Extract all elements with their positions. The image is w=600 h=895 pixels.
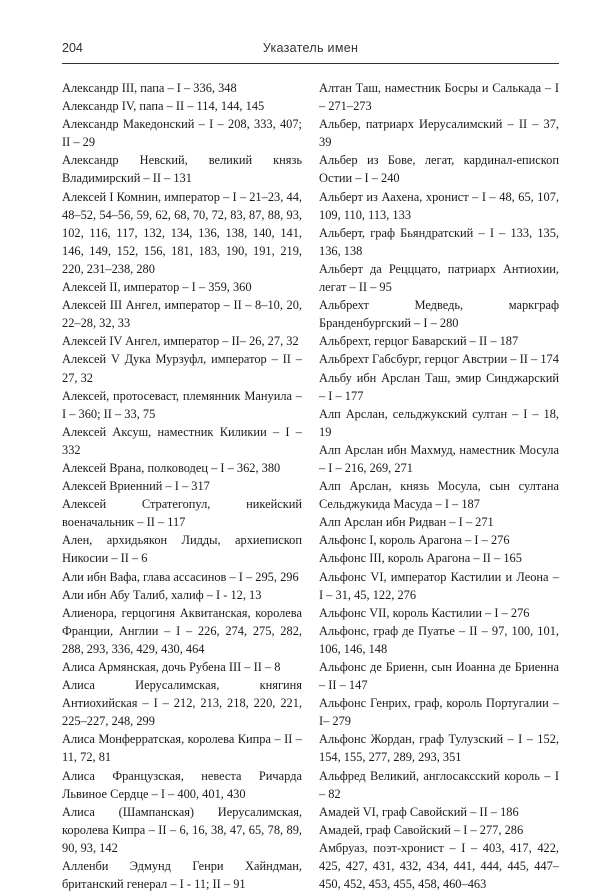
index-entry: Алп Арслан, князь Мосула, сын султана Сельджукида Масуда – I – 187 bbox=[319, 479, 559, 512]
index-entry: Александр Невский, великий князь Владимирский – II – 131 bbox=[62, 153, 302, 186]
index-entry: Алексей Аксуш, наместник Киликии – I – 332 bbox=[62, 424, 302, 457]
running-title: Указатель имен bbox=[262, 41, 359, 55]
left-column bbox=[62, 79, 302, 893]
index-entry: Альберт, граф Бьяндратский – I – 133, 135, 136, 138 bbox=[319, 225, 559, 258]
index-entry: Алексей, протосеваст, племянник Мануила – I – 360; II – 33, 75 bbox=[62, 388, 302, 421]
index-entry: Алиса Иерусалимская, княгиня Антиохийская – I – 212, 213, 218, 220, 221, 225–227, 248, 299 bbox=[62, 678, 302, 729]
index-entry: Альбер из Бове, легат, кардинал-епископ Остии – I – 240 bbox=[319, 153, 559, 186]
index-entry: Алп Арслан ибн Махмуд, наместник Мосула – I – 216, 269, 271 bbox=[319, 442, 559, 475]
index-entry: Али ибн Вафа, глава ассасинов – I – 295, 296 bbox=[62, 569, 299, 584]
index-entry: Алексей II, император – I – 359, 360 bbox=[62, 280, 252, 295]
index-entry: Алексей Вриенний – I – 317 bbox=[62, 479, 210, 494]
index-entry: Альберт да Рецццато, патриарх Антиохии, легат – II – 95 bbox=[319, 261, 559, 295]
index-entry: Амадей, граф Савойский – I – 277, 286 bbox=[319, 822, 524, 837]
index-entry: Алп Арслан, сельджукский султан – I – 18, 19 bbox=[319, 406, 559, 439]
right-column bbox=[319, 79, 559, 893]
index-entry: Альфонс де Бриенн, сын Иоанна де Бриенна – II – 147 bbox=[319, 660, 559, 693]
index-entry: Алексей I Комнин, император – I – 21–23, 44, 48–52, 54–56, 59, 62, 68, 70, 72, 83, 87, 88, 93, 102, 116, 117, 132, 134, 136, 138, 140, 141, 146, 149, 152, 156, 181, 183, 190, 191, 219, 220, 231–238, 280 bbox=[62, 189, 302, 276]
index-entry: Альбрехт, герцог Баварский – II – 187 bbox=[319, 334, 519, 349]
index-entry: Алиса Французская, невеста Ричарда Львиное Сердце – I – 400, 401, 430 bbox=[62, 768, 302, 801]
index-entry: Алтан Таш, наместник Босры и Салькада – I – 271–273 bbox=[319, 81, 559, 114]
index-entry: Алиса (Шампанская) Иерусалимская, королева Кипра – II – 6, 16, 38, 47, 65, 78, 89, 90, 93, 142 bbox=[62, 804, 302, 855]
index-entry: Альфонс VI, император Кастилии и Леона – I – 31, 45, 122, 276 bbox=[319, 569, 559, 602]
index-entry: Альфонс III, король Арагона – II – 165 bbox=[319, 551, 522, 566]
index-entry: Алексей III Ангел, император – II – 8–10, 20, 22–28, 32, 33 bbox=[62, 298, 302, 331]
index-entry: Альберт из Аахена, хронист – I – 48, 65, 107, 109, 110, 113, 133 bbox=[319, 189, 559, 222]
index-entry: Алексей IV Ангел, император – II– 26, 27, 32 bbox=[62, 334, 299, 349]
index-entry: Альфонс VII, король Кастилии – I – 276 bbox=[319, 605, 530, 620]
index-entry: Алексей Стратегопул, никейский военачальник – II – 117 bbox=[62, 497, 302, 530]
page-number: 204 bbox=[62, 41, 83, 55]
index-entry: Александр Македонский – I – 208, 333, 407; II – 29 bbox=[62, 117, 302, 150]
index-entry: Альфонс I, король Арагона – I – 276 bbox=[319, 533, 510, 548]
index-entry: Алиенора, герцогиня Аквитанская, королева Франции, Англии – I – 226, 274, 275, 282, 288, 293, 336, 429, 430, 464 bbox=[62, 605, 302, 656]
index-entry: Алиса Армянская, дочь Рубена III – II – 8 bbox=[62, 660, 281, 674]
header-rule bbox=[62, 63, 559, 64]
index-entry: Алленби Эдмунд Генри Хайндман, британский генерал – I - 11; II – 91 bbox=[62, 859, 302, 892]
index-entry: Амадей VI, граф Савойский – II – 186 bbox=[319, 804, 519, 819]
index-entry: Алексей V Дука Мурзуфл, император – II – 27, 32 bbox=[62, 352, 302, 385]
index-entry: Альфонс Жордан, граф Тулузский – I – 152, 154, 155, 277, 289, 293, 351 bbox=[319, 732, 559, 765]
index-entry: Альфред Великий, англосаксский король – I – 82 bbox=[319, 768, 559, 801]
index-entry: Алп Арслан ибн Ридван – I – 271 bbox=[319, 515, 494, 530]
index-entry: Амбруаз, поэт-хронист – I – 403, 417, 422, 425, 427, 431, 432, 434, 441, 444, 445, 447–450, 452, 453, 455, 458, 460–463 bbox=[319, 840, 559, 892]
index-entry: Альбрехт Медведь, маркграф Бранденбургский – I – 280 bbox=[319, 298, 559, 331]
index-entry: Али ибн Абу Талиб, халиф – I - 12, 13 bbox=[62, 587, 262, 602]
index-entry: Альфонс Генрих, граф, король Португалии – I– 279 bbox=[319, 696, 559, 729]
index-entry: Алиса Монферратская, королева Кипра – II – 11, 72, 81 bbox=[62, 732, 302, 765]
index-entry: Александр III, папа – I – 336, 348 bbox=[62, 81, 237, 95]
running-header bbox=[62, 41, 559, 61]
index-entry: Альфонс, граф де Пуатье – II – 97, 100, 101, 106, 146, 148 bbox=[319, 623, 559, 656]
index-entry: Алексей Врана, полководец – I – 362, 380 bbox=[62, 460, 281, 475]
index-entry: Альбрехт Габсбург, герцог Австрии – II – 174 bbox=[319, 352, 559, 367]
index-entry: Александр IV, папа – II – 114, 144, 145 bbox=[62, 99, 265, 114]
index-entry: Альбу ибн Арслан Таш, эмир Синджарский – I – 177 bbox=[319, 370, 559, 403]
index-entry: Ален, архидьякон Лидды, архиепископ Никосии – II – 6 bbox=[62, 533, 302, 566]
index-entry: Альбер, патриарх Иерусалимский – II – 37, 39 bbox=[319, 117, 559, 150]
